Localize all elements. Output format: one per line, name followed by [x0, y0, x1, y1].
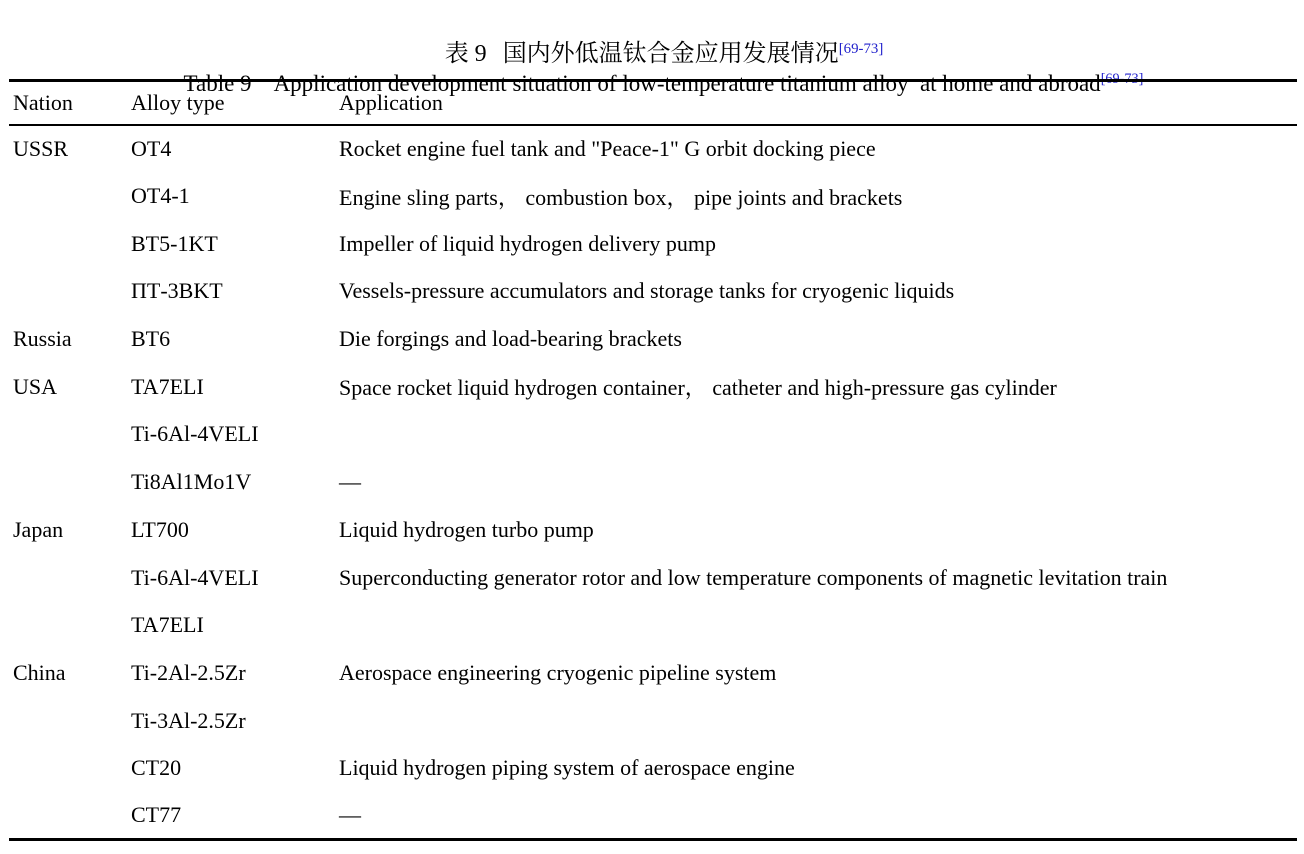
table-title-en-text: Application development situation of low-temperature titanium alloy at home and abroad [273, 71, 1101, 96]
nation-cell: Japan [13, 516, 64, 542]
citation-ref-en[interactable]: [69-73] [1100, 71, 1144, 88]
table-container [9, 79, 1297, 841]
application-cell: — [339, 469, 361, 495]
application-cell: Die forgings and load-bearing brackets [339, 326, 682, 352]
application-development-table [9, 79, 1297, 841]
column-header-nation: Nation [9, 81, 127, 125]
nation-cell: China [13, 659, 66, 685]
table-row [9, 125, 1297, 173]
table-header-row [9, 81, 1297, 125]
citation-ref-zh[interactable]: [69-73] [838, 40, 884, 57]
alloy-cell: CT77 [131, 802, 182, 828]
nation-cell [9, 220, 127, 268]
alloy-cell: Ti-3Al-2.5Zr [131, 707, 246, 733]
alloy-cell: ПТ-3BKT [131, 278, 223, 304]
table-row [9, 601, 1297, 649]
nation-cell [9, 744, 127, 792]
table-row [9, 411, 1297, 459]
application-cell [335, 411, 1297, 459]
nation-cell [9, 792, 127, 840]
alloy-cell: BT5-1KT [131, 230, 218, 256]
application-cell: Rocket engine fuel tank and "Peace-1" G orbit docking piece [339, 135, 876, 161]
table-row [9, 315, 1297, 363]
alloy-cell: TA7ELI [131, 373, 204, 399]
alloy-cell: Ti-2Al-2.5Zr [131, 659, 246, 685]
nation-cell: USA [13, 373, 58, 399]
table-title-zh-text: 国内外低温钛合金应用发展情况 [502, 41, 839, 67]
column-header-alloy-type: Alloy type [127, 81, 335, 125]
alloy-cell: BT6 [131, 326, 171, 352]
application-cell: Engine sling parts， combustion box， pipe joints and brackets [339, 184, 903, 210]
nation-cell [9, 697, 127, 745]
application-cell: Vessels-pressure accumulators and storage tanks for cryogenic liquids [339, 278, 955, 304]
table-body [9, 125, 1297, 840]
alloy-cell: OT4-1 [131, 183, 190, 209]
alloy-cell: Ti-6Al-4VELI [131, 421, 259, 447]
table-row [9, 220, 1297, 268]
table-row [9, 506, 1297, 554]
nation-cell [9, 554, 127, 602]
table-row [9, 458, 1297, 506]
nation-cell [9, 268, 127, 316]
alloy-cell: CT20 [131, 755, 182, 781]
nation-cell: USSR [13, 135, 69, 161]
application-cell: Impeller of liquid hydrogen delivery pump [339, 230, 716, 256]
table-row [9, 649, 1297, 697]
table-number-en: Table 9 [183, 71, 252, 96]
alloy-cell: LT700 [131, 516, 189, 542]
column-header-application: Application [335, 81, 1297, 125]
application-cell: Superconducting generator rotor and low temperature components of magnetic levitation train [339, 564, 1168, 590]
alloy-cell: Ti-6Al-4VELI [131, 564, 259, 590]
application-cell: Space rocket liquid hydrogen container， catheter and high-pressure gas cylinder [339, 375, 1057, 401]
table-row [9, 792, 1297, 840]
nation-cell: Russia [13, 326, 72, 352]
application-cell: Liquid hydrogen turbo pump [339, 516, 594, 542]
nation-cell [9, 458, 127, 506]
table-row [9, 363, 1297, 411]
alloy-cell: TA7ELI [131, 612, 204, 638]
application-cell [335, 697, 1297, 745]
application-cell: Aerospace engineering cryogenic pipeline system [339, 659, 777, 685]
application-cell [335, 601, 1297, 649]
table-header [9, 81, 1297, 125]
nation-cell [9, 601, 127, 649]
application-cell: Liquid hydrogen piping system of aerospace engine [339, 755, 795, 781]
alloy-cell: Ti8Al1Mo1V [131, 469, 252, 495]
application-cell: — [339, 802, 361, 828]
table-row [9, 697, 1297, 745]
table-row [9, 172, 1297, 220]
nation-cell [9, 172, 127, 220]
nation-cell [9, 411, 127, 459]
table-number-zh: 表 9 [444, 41, 487, 67]
alloy-cell: OT4 [131, 135, 172, 161]
table-row [9, 268, 1297, 316]
table-row [9, 744, 1297, 792]
table-row [9, 554, 1297, 602]
